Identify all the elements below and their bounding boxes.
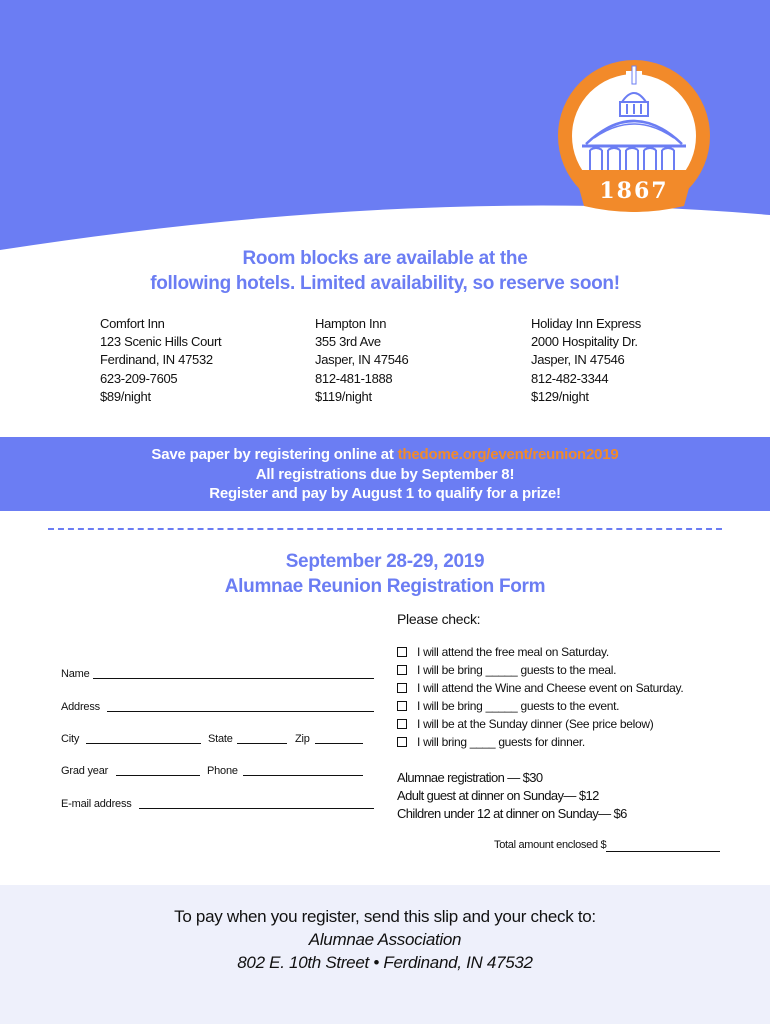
banner-line1: Save paper by registering online at xyxy=(151,446,398,463)
option-label: I will be bring _____ guests to the event. xyxy=(417,699,620,713)
hotel-phone: 812-482-3344 xyxy=(531,370,609,386)
checkbox[interactable] xyxy=(397,647,407,657)
checkbox[interactable] xyxy=(397,719,407,729)
cut-line xyxy=(48,528,722,530)
option-item xyxy=(397,697,683,715)
address-label: Address xyxy=(61,701,100,713)
hotel-phone: 623-209-7605 xyxy=(100,370,178,386)
checkbox[interactable] xyxy=(397,665,407,675)
registration-link[interactable]: thedome.org/event/reunion2019 xyxy=(397,446,619,463)
checkbox[interactable] xyxy=(397,737,407,747)
event-date: September 28-29, 2019 xyxy=(285,551,485,572)
option-label: I will bring ____ guests for dinner. xyxy=(417,735,585,749)
option-label: I will be at the Sunday dinner (See price below) xyxy=(417,717,654,731)
total-amount-field[interactable] xyxy=(606,851,720,852)
hotel-phone: 812-481-1888 xyxy=(315,370,393,386)
total-amount-label: Total amount enclosed $ xyxy=(494,839,607,851)
hotel-name: Hampton Inn xyxy=(315,316,387,331)
phone-label: Phone xyxy=(207,765,238,777)
svg-text:1867: 1867 xyxy=(599,178,669,204)
option-item xyxy=(397,679,683,697)
price-item: Adult guest at dinner on Sunday— $12 xyxy=(397,788,599,803)
hotel-rate: $89/night xyxy=(100,388,151,404)
state-field[interactable] xyxy=(237,743,287,744)
state-label: State xyxy=(208,733,233,745)
email-label: E-mail address xyxy=(61,798,132,810)
hotel-rate: $119/night xyxy=(315,388,372,404)
option-label: I will be bring _____ guests to the meal. xyxy=(417,663,617,677)
registration-banner-text xyxy=(0,445,770,504)
hotels-heading-line2: following hotels. Limited availability, so reserve soon! xyxy=(150,273,620,294)
option-item xyxy=(397,733,683,751)
hotel-street: 355 3rd Ave xyxy=(315,334,381,350)
banner-line3: Register and pay by August 1 to qualify for a prize! xyxy=(209,485,561,502)
name-label: Name xyxy=(61,668,90,680)
email-field[interactable] xyxy=(139,808,374,809)
checkbox[interactable] xyxy=(397,701,407,711)
option-label: I will attend the Wine and Cheese event on Saturday. xyxy=(417,681,684,695)
form-heading xyxy=(0,549,770,599)
hotels-heading-line1: Room blocks are available at the xyxy=(242,248,528,269)
hotel-name: Holiday Inn Express xyxy=(531,316,641,331)
price-item: Alumnae registration — $30 xyxy=(397,770,543,785)
zip-label: Zip xyxy=(295,733,310,745)
hotel-city: Ferdinand, IN 47532 xyxy=(100,352,213,368)
dome-logo xyxy=(556,58,712,214)
hotel-rate: $129/night xyxy=(531,388,589,404)
hotel-city: Jasper, IN 47546 xyxy=(531,352,625,368)
option-label: I will attend the free meal on Saturday. xyxy=(417,645,609,659)
grad-year-field[interactable] xyxy=(116,775,200,776)
hotel-name: Comfort Inn xyxy=(100,316,165,331)
hotel-holiday-inn-express xyxy=(531,315,641,406)
mailing-line1: To pay when you register, send this slip and your check to: xyxy=(174,907,596,926)
phone-field[interactable] xyxy=(243,775,363,776)
city-field[interactable] xyxy=(86,743,201,744)
hotel-comfort-inn xyxy=(100,315,221,406)
price-list xyxy=(397,769,627,823)
hotel-street: 2000 Hospitality Dr. xyxy=(531,334,638,350)
checkbox[interactable] xyxy=(397,683,407,693)
mailing-address: 802 E. 10th Street • Ferdinand, IN 47532 xyxy=(237,953,533,972)
option-item xyxy=(397,661,683,679)
hotel-hampton-inn xyxy=(315,315,409,406)
hotels-heading xyxy=(0,246,770,296)
address-field[interactable] xyxy=(107,711,374,712)
hotel-street: 123 Scenic Hills Court xyxy=(100,334,222,350)
name-field[interactable] xyxy=(93,678,374,679)
hotel-city: Jasper, IN 47546 xyxy=(315,352,409,368)
mailing-instructions xyxy=(0,905,770,974)
option-item xyxy=(397,715,683,733)
form-title: Alumnae Reunion Registration Form xyxy=(224,576,546,597)
price-item: Children under 12 at dinner on Sunday— $6 xyxy=(397,806,627,821)
zip-field[interactable] xyxy=(315,743,363,744)
option-item xyxy=(397,643,683,661)
banner-line2: All registrations due by September 8! xyxy=(255,465,515,483)
please-check-label: Please check: xyxy=(397,611,481,627)
city-label: City xyxy=(61,733,80,745)
mailing-recipient: Alumnae Association xyxy=(308,930,462,949)
grad-year-label: Grad year xyxy=(61,765,109,777)
options-checklist xyxy=(397,643,683,751)
